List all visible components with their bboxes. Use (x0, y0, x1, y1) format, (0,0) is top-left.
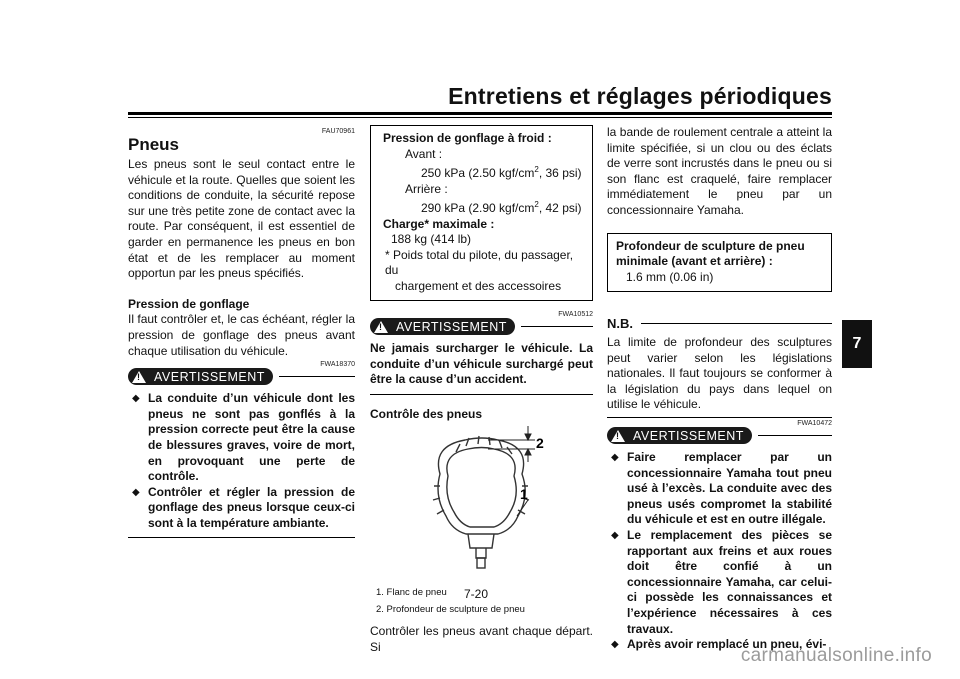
intro-text: Les pneus sont le seul contact entre le véhicule et la route. Quelles que soient les conditions de conduite, la sécurité repose sur une très petite zone de contact avec la route. Par conséquent, il est essentiel de garder en permanence les pneus en bon état et de les remplacer au moment opportun par les pneus spécifiés. (128, 157, 355, 281)
ref-code: FAU70961 (321, 128, 355, 135)
page-number: 7-20 (464, 587, 489, 601)
spec-load-label: Charge* maximale : (383, 216, 495, 231)
note-title: N.B. (607, 316, 633, 332)
warning-badge (128, 368, 273, 385)
subsection-title: Pression de gonflage (128, 296, 250, 311)
figure-callout-2: 2 (536, 435, 544, 452)
note-header (607, 316, 832, 331)
tire-outline (433, 436, 529, 568)
spec-footnote: * Poids total du pilote, du passager, du (385, 247, 574, 277)
divider (641, 323, 832, 324)
warning-icon: ! (374, 321, 388, 333)
header-rule-thin (128, 117, 832, 118)
column-3 (607, 125, 832, 653)
chapter-tab: 7 (842, 320, 872, 368)
divider (128, 537, 355, 538)
spec-footnote: chargement et des accessoires (395, 278, 562, 293)
spec-load-value: 188 kg (414 lb) (391, 232, 472, 246)
spec-front-value: 250 kPa (2.50 kgf/$cm^2$, 36 psi) (421, 165, 582, 180)
divider (370, 394, 593, 395)
ref-code: FWA10512 (558, 311, 593, 318)
warning-bullet: ◆ Contrôler et régler la pression de gonflage des pneus lorsque ceux-ci sont à la température ambiante. (128, 485, 355, 532)
warning-bullet: ◆ Le remplacement des pièces se rapportant aux freins et aux roues doit être confié à un concessionnaire Yamaha, car celui-ci possède les connaissances et l’expérience nécessaires à ces travaux. (607, 528, 832, 637)
figure-caption: 1. Flanc de pneu (376, 587, 447, 599)
column-1 (128, 128, 355, 538)
body-text: Contrôler les pneus avant chaque départ. Si (370, 624, 593, 654)
spec-rear-label: Arrière : (405, 181, 448, 196)
warning-label: AVERTISSEMENT (396, 319, 507, 334)
subsection-title: Contrôle des pneus (370, 406, 483, 421)
warning-bullet: ◆ Après avoir remplacé un pneu, évi- (607, 637, 832, 653)
ref-code: FWA18370 (320, 361, 355, 369)
warning-bullet: ◆ Faire remplacer par un concessionnaire Yamaha tout pneu usé à l’excès. La conduite avec des pneus usés compromet la stabilité du véhicule et est en outre illégale. (607, 450, 832, 528)
warning-label: AVERTISSEMENT (633, 428, 744, 443)
warning-label: AVERTISSEMENT (154, 369, 265, 384)
spec-value: 1.6 mm (0.06 in) (626, 269, 714, 284)
spec-box-tread-depth (607, 233, 832, 293)
page-title: Entretiens et réglages périodiques (448, 83, 832, 109)
body-text: la bande de roulement centrale a atteint la limite spécifiée, si un clou ou des éclats de verre sont incrustés dans le pneu ou si son flanc est craquelé, faire remplacer immédiatement le pneu par un concessionnaire Yamaha. (607, 125, 832, 217)
subsection-text: Il faut contrôler et, le cas échéant, régler la pression de gonflage des pneus avant chaque utilisation du véhicule. (128, 312, 355, 358)
divider (521, 326, 593, 327)
spec-rear-value: 290 kPa (2.90 kgf/$cm^2$, 42 psi) (421, 200, 582, 215)
figure-caption: 2. Profondeur de sculpture de pneu (376, 604, 525, 616)
ref-code: FWA10472 (797, 420, 832, 428)
section-title: Pneus (128, 135, 180, 154)
warning-badge (370, 318, 515, 335)
figure-callout-1: 1 (520, 486, 528, 503)
depth-indicator (488, 426, 535, 516)
watermark: carmanualsonline.info (740, 645, 932, 666)
column-2 (370, 125, 593, 656)
spec-front-label: Avant : (405, 146, 443, 161)
warning-text: Ne jamais surcharger le véhicule. La conduite d’un véhicule surchargé peut être la cause d’un accident. (370, 341, 593, 387)
spec-title: Profondeur de sculpture de pneu minimale (avant et arrière) : (616, 238, 805, 269)
warning-badge (607, 427, 752, 444)
warning-header (607, 427, 832, 444)
warning-icon: ! (611, 430, 625, 442)
warning-header (128, 368, 355, 385)
warning-header (370, 318, 593, 335)
tire-cross-section-figure (370, 426, 593, 576)
divider (279, 376, 355, 377)
header-rule (128, 112, 832, 115)
warning-icon: ! (132, 371, 146, 383)
spec-title: Pression de gonflage à froid : (383, 131, 552, 145)
warning-bullet: ◆ La conduite d’un véhicule dont les pneus ne sont pas gonflés à la pression correcte peut être la cause de blessures graves, voire de mort, en provoquant une perte de contrôle. (128, 391, 355, 485)
divider (758, 435, 832, 436)
divider (607, 417, 832, 418)
note-text: La limite de profondeur des sculptures peut varier selon les législations nationales. Il faut toujours se conformer à la législation du pays dans lequel on utilise le véhicule. (607, 335, 832, 412)
spec-box-pressure (370, 125, 593, 301)
